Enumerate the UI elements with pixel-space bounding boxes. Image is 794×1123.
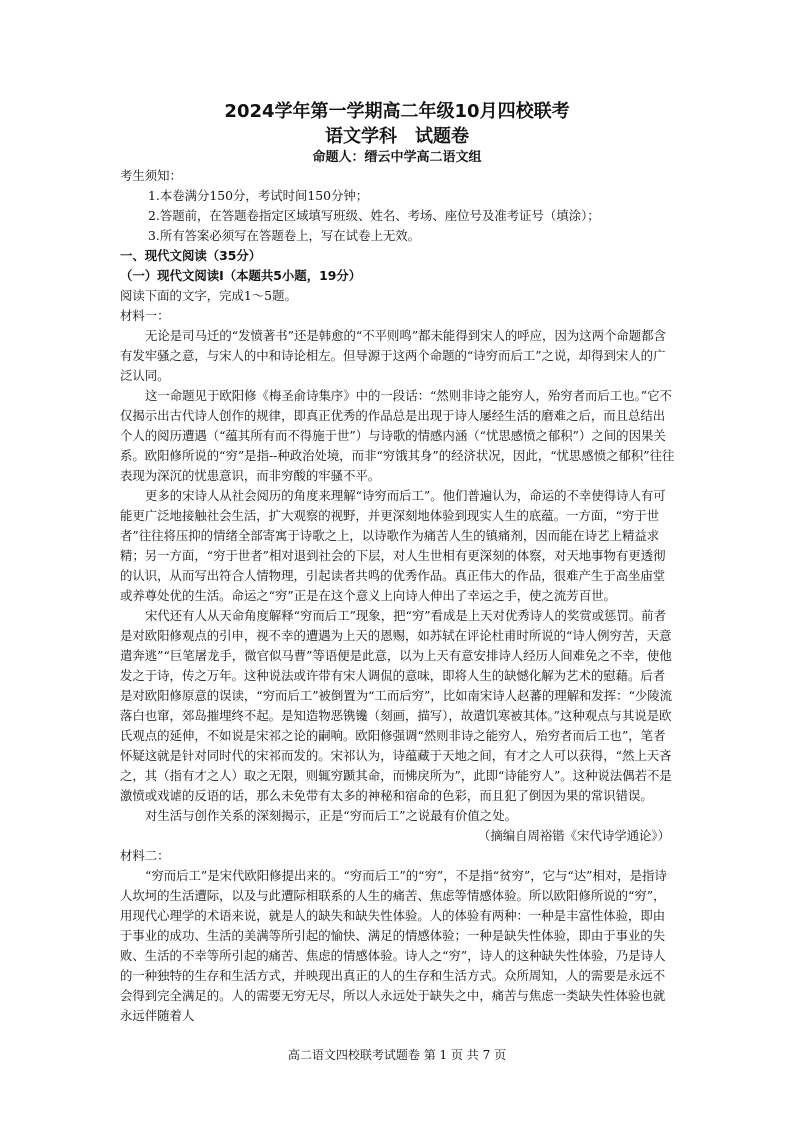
section-instruction: 阅读下面的文字，完成1～5题。 (120, 288, 297, 303)
exam-title: 2024学年第一学期高二年级10月四校联考 (224, 101, 570, 122)
exam-author: 命题人：缙云中学高二语文组 (312, 150, 482, 165)
section-subheading: （一）现代文阅读Ⅰ（本题共5小题，19分） (120, 268, 362, 283)
notice-heading: 考生须知： (120, 168, 182, 183)
exam-subtitle: 语文学科 试题卷 (325, 126, 469, 147)
exam-body (120, 166, 676, 1026)
notice-item: 3.所有答案必须写在答题卷上，写在试卷上无效。 (148, 228, 421, 243)
material1-label: 材料一： (120, 308, 170, 323)
material1-paragraph: 这一命题见于欧阳修《梅圣俞诗集序》中的一段话：“然则非诗之能穷人，殆穷者而后工也。”它不仅揭示出古代诗人创作的规律，即真正优秀的作品总是出现于诗人屡经生活的磨难之后，而且总结出个人的阅历遭遇（“蕴其所有而不得施于世”）与诗歌的情感内涵（“忧思感愤之郁积”）之间的因果关系。欧阳修所说的“穷”是指--种政治处境，而非“穷饿其身”的经济状况，因此，“忧思感愤之郁积”往往表现为深沉的忧患意识，而非穷酸的牢骚不平。 (120, 388, 675, 483)
section-heading: 一、现代文阅读（35分） (120, 248, 262, 263)
material1-paragraph: 无论是司马迁的“发愤著书”还是韩愈的“不平则鸣”都未能得到宋人的呼应，因为这两个命题都含有发牢骚之意，与宋人的中和诗论相左。但导源于这两个命题的“诗穷而后工”之说，却得到宋人的广泛认同。 (120, 328, 666, 383)
page-footer: 高二语文四校联考试题卷 第 1 页 共 7 页 (287, 1048, 507, 1062)
material1-paragraph: 宋代还有人从天命角度解释“穷而后工”现象，把“穷”看成是上天对优秀诗人的奖赏或惩罚。前者是对欧阳修观点的引申，视不幸的遭遇为上天的恩赐，如苏轼在评论杜甫时所说的“诗人例穷苦，天意遣奔逃”“巨笔屠龙手，微官似马曹”等语便是此意，以为上天有意安排诗人经历人间难免之不幸，使他发之于诗，传之万年。这种说法或许带有宋人调侃的意味，即将人生的缺憾化解为艺术的慰藉。后者是对欧阳修原意的误读，“穷而后工”被倒置为“工而后穷”，比如南宋诗人赵蕃的理解和发挥：“少陵流落白也窜，郊岛摧埋终不起。是知造物恶镌镵（刻画，描写），故遣饥寒被其体。”这种观点与其说是欧氏观点的延伸，不如说是宋祁之论的嗣响。欧阳修强调“然则非诗之能穷人，殆穷者而后工也”，笔者怀疑这就是针对同时代的宋祁而发的。宋祁认为，诗蕴藏于天地之间，有才之人可以获得，“然上天吝之，其（指有才之人）取之无限，则辄穷踬其命，而怫戾所为”，此即“诗能穷人”。这种说法偶若不是激愤或戏谑的反语的话，那么未免带有太多的神秘和宿命的色彩，而且犯了倒因为果的常识错误。 (120, 608, 673, 803)
material1-source: （摘编自周裕锴《宋代诗学通论》） (477, 828, 670, 843)
material2-paragraph: “穷而后工”是宋代欧阳修提出来的。“穷而后工”的“穷”，不是指“贫穷”，它与“达”相对，是指诗人坎坷的生活遭际，以及与此遭际相联系的人生的痛苦、焦虑等情感体验。所以欧阳修所说的“穷”，用现代心理学的术语来说，就是人的缺失和缺失性体验。人的体验有两种：一种是丰富性体验，即由于事业的成功、生活的美满等所引起的愉快、满足的情感体验；一种是缺失性体验，即由于事业的失败、生活的不幸等所引起的痛苦、焦虑的情感体验。诗人之“穷”，诗人的这种缺失性体验，乃是诗人的一种独特的生存和生活方式，并映现出真正的人的生存和生活方式。众所周知，人的需要是永远不会得到完全满足的。人的需要无穷无尽，所以人永远处于缺失之中，痛苦与焦虑一类缺失性体验也就永远伴随着人 (120, 868, 667, 1023)
material2-label: 材料二： (120, 848, 170, 863)
material1-paragraph: 更多的宋诗人从社会阅历的角度来理解“诗穷而后工”。他们普遍认为，命运的不幸使得诗人有可能更广泛地接触社会生活，扩大观察的视野，并更深刻地体验到现实人生的底蕴。一方面，“穷于世者”往往将压抑的情绪全部寄寓于诗歌之上，以诗歌作为痛苦人生的镇痛剂，因而能在诗艺上精益求精；另一方面，“穷于世者”相对退到社会的下层，对人生世相有更深刻的体察，对天地事物有更透彻的认识，从而写出符合人情物理，引起读者共鸣的优秀作品。真正伟大的作品，很难产生于高坐庙堂或养尊处优的生活。命运之“穷”正是在这个意义上向诗人伸出了幸运之手，使之流芳百世。 (120, 488, 666, 603)
notice-item: 1.本卷满分150分，考试时间150分钟； (148, 188, 369, 203)
material1-paragraph: 对生活与创作关系的深刻揭示，正是“穷而后工”之说最有价值之处。 (145, 808, 517, 823)
notice-item: 2.答题前，在答题卷指定区域填写班级、姓名、考场、座位号及准考证号（填涂）； (148, 208, 600, 223)
